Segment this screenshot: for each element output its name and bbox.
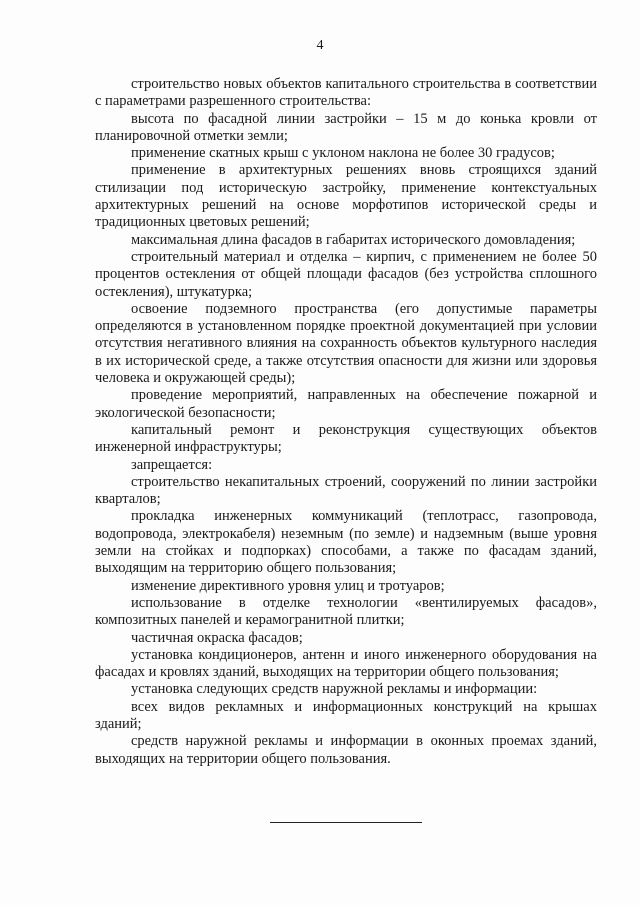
paragraph: освоение подземного пространства (его допустимые параметры определяются в установленном порядке проектной документацией при условии отсутствия негативного влияния на сохранность объектов культурного наследия в их исторической среде, а также отсутствия опасности для жизни или здоровья человека и окружающей среды); [95,300,597,387]
paragraph: капитальный ремонт и реконструкция существующих объектов инженерной инфраструктуры; [95,421,597,456]
paragraph: проведение мероприятий, направленных на обеспечение пожарной и экологической безопасности; [95,387,597,421]
paragraph-heading-prohibited: запрещается: [131,456,213,473]
paragraph: использование в отделке технологии «вентилируемых фасадов», композитных панелей и керамогранитной плитки; [95,594,597,629]
page-number: 4 [316,38,324,53]
paragraph: средств наружной рекламы и информации в оконных проемах зданий, выходящих на территории общего пользования. [95,733,597,767]
paragraph: применение скатных крыш с уклоном наклона не более 30 градусов; [131,145,555,162]
paragraph: прокладка инженерных коммуникаций (теплотрасс, газопровода, водопровода, электрокабеля) неземным (по земле) и надземным (выше уровня земли на стойках и подпорках) способами, а также по фасадам зданий, выходящим на территорию общего пользования; [95,508,597,577]
paragraph: строительство новых объектов капитального строительства в соответствии с параметрами разрешенного строительства: [95,76,597,110]
paragraph: высота по фасадной линии застройки – 15 м до конька кровли от планировочной отметки земли; [95,110,597,144]
paragraph: максимальная длина фасадов в габаритах исторического домовладения; [131,231,576,248]
document-body [95,76,597,768]
paragraph: применение в архитектурных решениях вновь строящихся зданий стилизации под историческую застройку, применение контекстуальных архитектурных решений на основе морфотипов исторической среды и традиционных цветовых решений; [95,162,597,231]
paragraph: строительный материал и отделка – кирпич, с применением не более 50 процентов остекления от общей площади фасадов (без устройства сплошного остекления), штукатурка; [95,248,597,300]
paragraph: изменение директивного уровня улиц и тротуаров; [131,577,445,594]
paragraph: установка кондиционеров, антенн и иного инженерного оборудования на фасадах и кровлях зданий, выходящих на территории общего пользования; [95,646,597,681]
paragraph: установка следующих средств наружной рекламы и информации: [131,681,538,698]
paragraph: всех видов рекламных и информационных конструкций на крышах зданий; [95,698,597,732]
closing-divider-line [270,822,422,823]
paragraph: строительство некапитальных строений, сооружений по линии застройки кварталов; [95,473,597,508]
paragraph: частичная окраска фасадов; [131,629,303,646]
